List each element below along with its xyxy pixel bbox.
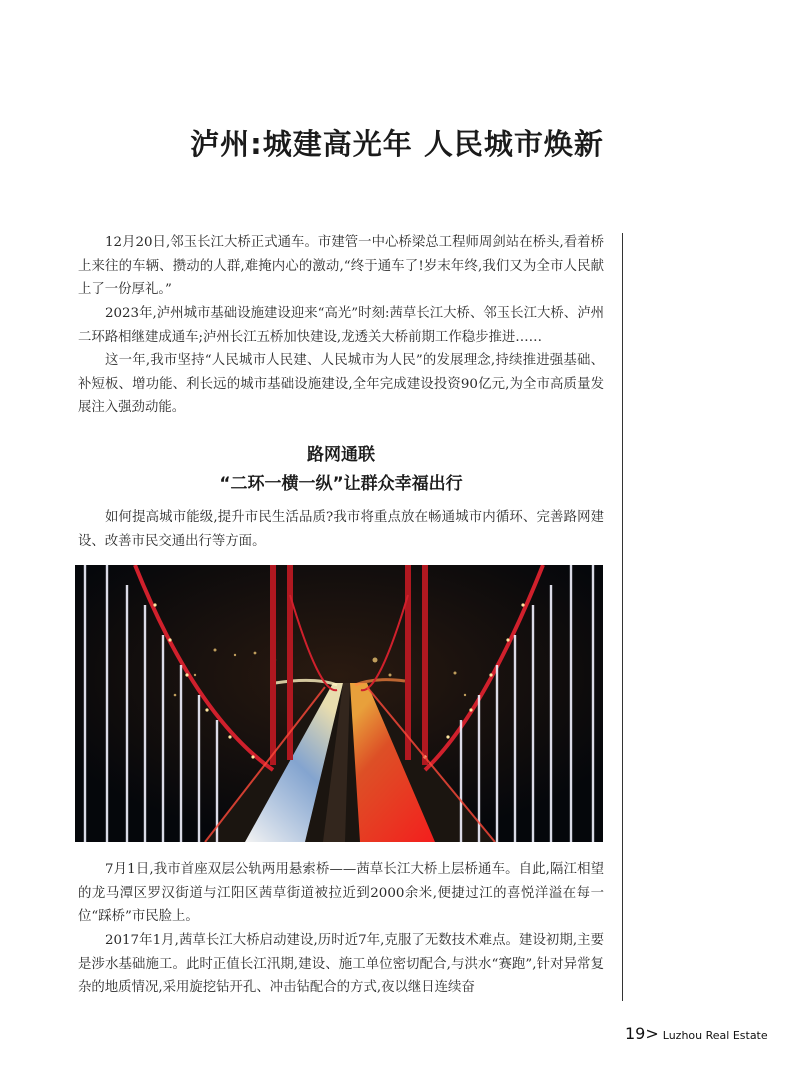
body-paragraph-2: 2017年1月,茜草长江大桥启动建设,历时近7年,克服了无数技术难点。建设初期,主要是涉水基础施工。此时正值长江汛期,建设、施工单位密切配合,与洪水“赛跑”,针对异常复杂的地质情况,采用旋挖钻开孔、冲击钻配合的方式,夜以继日连续奋 [78, 933, 604, 996]
intro-paragraph-3: 这一年,我市坚持“人民城市人民建、人民城市为人民”的发展理念,持续推进强基础、补短板、增功能、利长远的城市基础设施建设,全年完成建设投资90亿元,为全市高质量发展注入强劲动能。 [78, 353, 604, 416]
publication-name: Luzhou Real Estate [662, 1029, 768, 1042]
section-heading-2: “二环一横一纵”让群众幸福出行 [219, 474, 463, 494]
article-title: 泸州:城建高光年 人民城市焕新 [190, 127, 604, 161]
column-rule [622, 233, 623, 1001]
bridge-night-photo [75, 565, 603, 842]
page-number: 19> [625, 1024, 659, 1043]
body-paragraph-1: 7月1日,我市首座双层公轨两用悬索桥——茜草长江大桥上层桥通车。自此,隔江相望的龙马潭区罗汉街道与江阳区茜草街道被拉近到2000余米,便捷过江的喜悦洋溢在每一位“踩桥”市民脸上。 [78, 862, 604, 925]
section-lead-paragraph: 如何提高城市能级,提升市民生活品质?我市将重点放在畅通城市内循环、完善路网建设、改善市民交通出行等方面。 [78, 510, 604, 549]
bridge-photo-illustration [75, 565, 603, 842]
section-heading-1: 路网通联 [307, 445, 375, 465]
page-footer [625, 1024, 768, 1043]
intro-paragraph-2: 2023年,泸州城市基础设施建设迎来“高光”时刻:茜草长江大桥、邻玉长江大桥、泸州二环路相继建成通车;泸州长江五桥加快建设,龙透关大桥前期工作稳步推进…… [78, 306, 604, 345]
intro-paragraph-1: 12月20日,邻玉长江大桥正式通车。市建管一中心桥梁总工程师周剑站在桥头,看着桥上来往的车辆、攒动的人群,难掩内心的激动,“终于通车了!岁末年终,我们又为全市人民献上了一份厚礼。” [78, 235, 604, 298]
